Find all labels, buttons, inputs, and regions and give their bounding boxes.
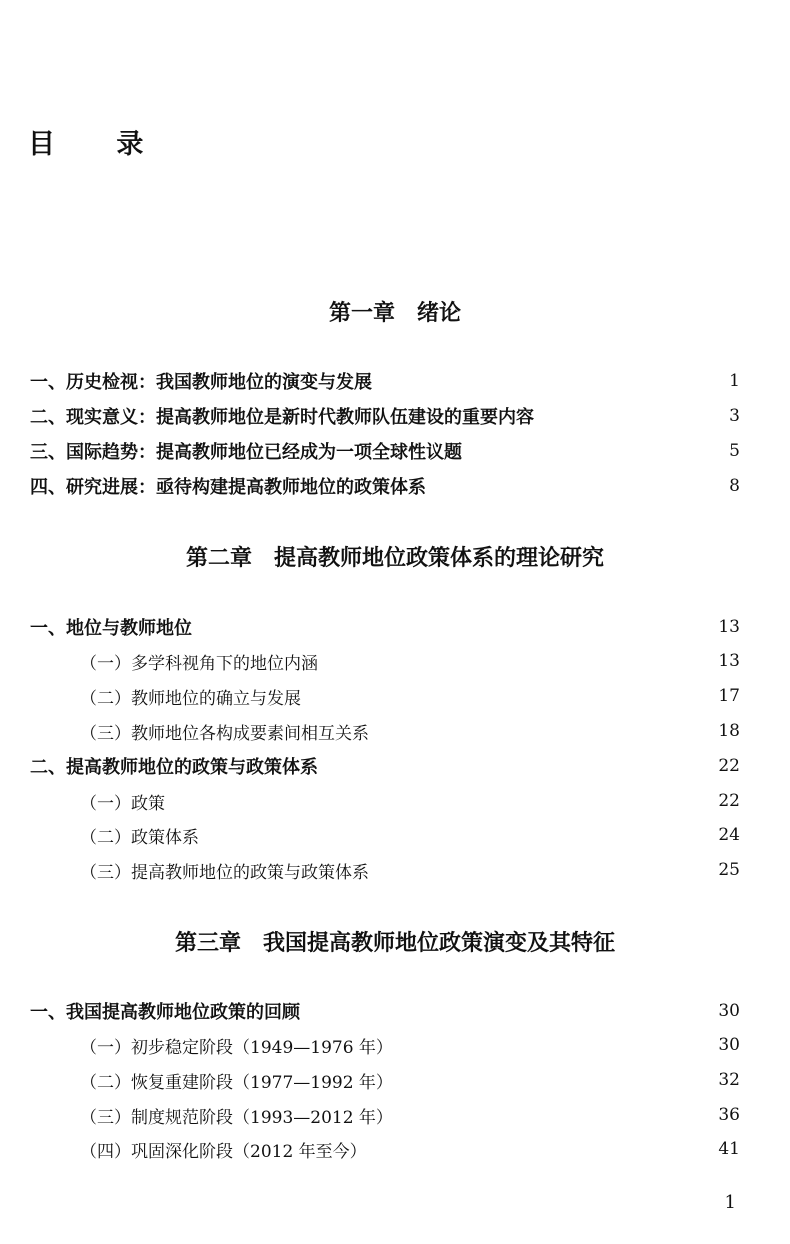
toc-subentry <box>80 717 740 745</box>
toc-subentry-page: 36 <box>718 1105 740 1125</box>
toc-entry-label: 二、提高教师地位的政策与政策体系 <box>30 757 318 778</box>
toc-title: 目 录 <box>28 129 170 160</box>
toc-subentry <box>80 1031 740 1059</box>
toc-subentry-page: 18 <box>718 721 740 741</box>
toc-entry-label: 一、我国提高教师地位政策的回顾 <box>30 1002 300 1023</box>
toc-subentry <box>80 1101 740 1129</box>
toc-entry <box>30 437 740 465</box>
toc-entry <box>30 997 740 1025</box>
toc-subentry-label: （二）政策体系 <box>80 827 199 848</box>
toc-entry-page: 5 <box>729 441 740 461</box>
toc-subentry-label: （二）恢复重建阶段（1977—1992 年） <box>80 1072 393 1093</box>
chapter-3-title: 第三章 我国提高教师地位政策演变及其特征 <box>174 931 615 956</box>
toc-subentry <box>80 647 740 675</box>
toc-subentry-page: 25 <box>718 860 740 880</box>
toc-entry-label: 三、国际趋势：提高教师地位已经成为一项全球性议题 <box>30 442 462 463</box>
toc-entry-label: 四、研究进展：亟待构建提高教师地位的政策体系 <box>30 477 426 498</box>
toc-subentry-page: 32 <box>718 1070 740 1090</box>
toc-entry-page: 1 <box>729 371 740 391</box>
toc-subentry-label: （二）教师地位的确立与发展 <box>80 688 301 709</box>
toc-subentry <box>80 682 740 710</box>
toc-entry-label: 二、现实意义：提高教师地位是新时代教师队伍建设的重要内容 <box>30 407 534 428</box>
toc-entry <box>30 402 740 430</box>
toc-subentry-label: （三）制度规范阶段（1993—2012 年） <box>80 1107 393 1128</box>
toc-subentry-page: 24 <box>718 825 740 845</box>
toc-entry <box>30 367 740 395</box>
toc-entry-label: 一、历史检视：我国教师地位的演变与发展 <box>30 372 372 393</box>
toc-subentry-label: （一）多学科视角下的地位内涵 <box>80 653 318 674</box>
chapter-2-title: 第二章 提高教师地位政策体系的理论研究 <box>185 546 604 571</box>
toc-subentry-label: （四）巩固深化阶段（2012 年至今） <box>80 1141 367 1162</box>
toc-subentry-label: （一）政策 <box>80 793 165 814</box>
toc-subentry-page: 17 <box>718 686 740 706</box>
toc-subentry-label: （三）教师地位各构成要素间相互关系 <box>80 723 369 744</box>
toc-entry-page: 13 <box>718 617 740 637</box>
toc-entry <box>30 613 740 641</box>
toc-subentry <box>80 1066 740 1094</box>
toc-entry-page: 30 <box>718 1001 740 1021</box>
toc-subentry <box>80 856 740 884</box>
toc-subentry <box>80 821 740 849</box>
toc-subentry-page: 41 <box>718 1139 740 1159</box>
toc-entry <box>30 752 740 780</box>
toc-subentry-page: 22 <box>718 791 740 811</box>
toc-subentry-label: （三）提高教师地位的政策与政策体系 <box>80 862 369 883</box>
chapter-1-title: 第一章 绪论 <box>328 301 461 326</box>
toc-entry-label: 一、地位与教师地位 <box>30 618 192 639</box>
toc-entry <box>30 472 740 500</box>
toc-subentry-page: 30 <box>718 1035 740 1055</box>
toc-subentry-page: 13 <box>718 651 740 671</box>
page-number: 1 <box>724 1192 736 1213</box>
toc-entry-page: 3 <box>729 406 740 426</box>
toc-entry-page: 8 <box>729 476 740 496</box>
toc-subentry <box>80 1135 740 1163</box>
toc-subentry-label: （一）初步稳定阶段（1949—1976 年） <box>80 1037 393 1058</box>
toc-entry-page: 22 <box>718 756 740 776</box>
toc-subentry <box>80 787 740 815</box>
